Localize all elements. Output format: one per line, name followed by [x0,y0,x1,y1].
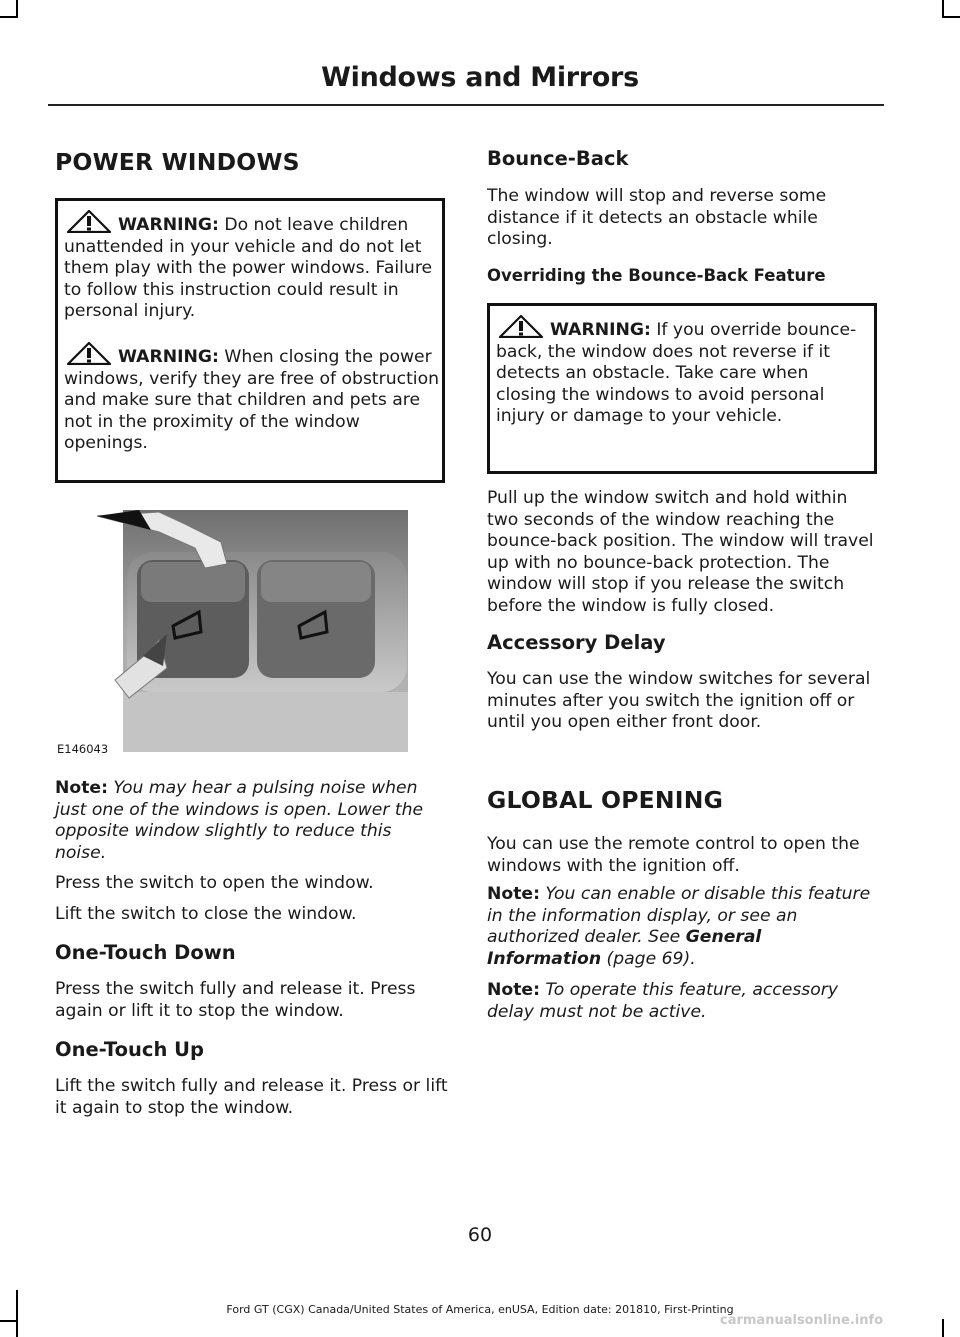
figure-code: E146043 [57,742,109,756]
header-rule [48,104,884,106]
warning-text: Do not leave children unattended in your vehicle and do not let them play with the power windows. Failure to follow this instruction could result in personal injury. [64,215,433,321]
crop-mark [0,1320,18,1322]
paragraph-override-instructions: Pull up the window switch and hold within two seconds of the window reaching the bounce-back position. The window will travel up with no bounce-back protection. The window will stop if you release the switch before the window is fully closed. [487,488,874,616]
heading-bounce-back: Bounce-Back [487,147,629,170]
warning-3 [496,314,872,428]
cross-reference-link[interactable]: General Information [487,927,762,969]
heading-overriding-bounce-back: Overriding the Bounce-Back Feature [487,266,826,285]
paragraph-accessory-delay: You can use the window switches for several minutes after you switch the ignition off or until you open either front door. [487,669,871,732]
warning-triangle-icon [64,209,114,233]
page-header-title: Windows and Mirrors [321,62,639,93]
note-text: (page 69). [601,948,696,969]
note-text: You can enable or disable this feature in the information display, or see an authorized dealer. See [487,884,871,947]
window-switch-illustration [55,502,445,756]
crop-mark [942,1319,944,1337]
note-pulsing-noise [55,778,447,864]
page-number: 60 [467,1224,493,1246]
paragraph-one-touch-up: Lift the switch fully and release it. Press or lift it again to stop the window. [55,1076,448,1118]
note-enable-disable [487,884,881,970]
paragraph-bounce-back: The window will stop and reverse some distance if it detects an obstacle while closing. [487,186,827,249]
heading-one-touch-down: One-Touch Down [55,941,236,964]
heading-one-touch-up: One-Touch Up [55,1038,204,1061]
paragraph-open: Press the switch to open the window. [55,873,374,893]
note-accessory-delay [487,980,881,1023]
note-label: Note: [487,884,540,904]
paragraph-global-opening: You can use the remote control to open the windows with the ignition off. [487,834,860,876]
warning-2 [64,341,442,455]
note-label: Note: [55,778,108,798]
heading-accessory-delay: Accessory Delay [487,631,666,654]
warning-triangle-icon [496,314,546,338]
note-text: You may hear a pulsing noise when just one of the windows is open. Lower the opposite window slightly to reduce this noise. [55,778,424,863]
warning-label: WARNING: [118,347,219,367]
window-switch-figure [55,502,445,752]
warning-1 [64,209,440,323]
crop-mark [942,16,960,18]
paragraph-close: Lift the switch to close the window. [55,904,357,924]
warning-text: When closing the power windows, verify they are free of obstruction and make sure that children and pets are not in the proximity of the window openings. [64,347,439,453]
watermark: carmanualsonline.info [720,1313,884,1328]
section-heading-power-windows: POWER WINDOWS [55,148,300,176]
section-heading-global-opening: GLOBAL OPENING [487,786,724,814]
paragraph-one-touch-down: Press the switch fully and release it. Press again or lift it to stop the window. [55,979,416,1021]
footer-edition-info: Ford GT (CGX) Canada/United States of America, enUSA, Edition date: 201810, First-Printing [226,1303,734,1316]
warning-text: If you override bounce-back, the window does not reverse if it detects an obstacle. Take care when closing the windows to avoid personal injury or damage to your vehicle. [496,320,857,426]
warning-box [487,303,877,474]
warning-triangle-icon [64,341,114,365]
warning-label: WARNING: [118,215,219,235]
warning-box [55,198,445,483]
note-text: To operate this feature, accessory delay must not be active. [487,980,838,1022]
warning-label: WARNING: [550,320,651,340]
crop-mark [0,16,18,18]
note-label: Note: [487,980,540,1000]
